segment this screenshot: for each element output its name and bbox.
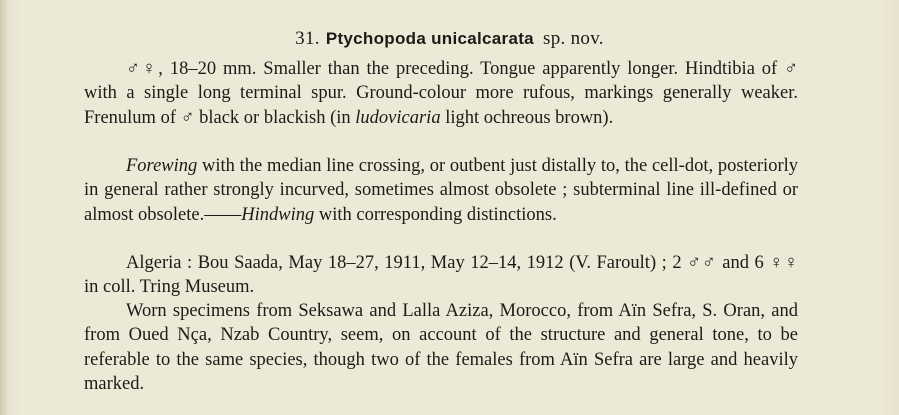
locality-paragraph bbox=[84, 251, 798, 300]
page-gutter bbox=[0, 0, 7, 415]
species-name: Ptychopoda unicalcarata bbox=[325, 29, 534, 48]
forewing-label: Forewing bbox=[126, 156, 198, 176]
description-text-end: light ochreous brown). bbox=[440, 107, 614, 128]
locality-text: Algeria : Bou Saada, May 18–27, 1911, May 12–14, 1912 (V. Faroult) ; 2 ♂♂ and 6 ♀♀ in coll. Tring Museum. bbox=[84, 253, 798, 298]
hindwing-text: with corresponding distinctions. bbox=[314, 204, 557, 225]
species-heading bbox=[0, 28, 899, 50]
forewing-text: with the median line crossing, or outbent just distally to, the cell-dot, posteriorly in general rather strongly incurved, sometimes almost obsolete ; subterminal line ill-defined or almost obsolete.—— bbox=[84, 156, 798, 225]
notes-paragraph bbox=[84, 299, 798, 396]
wing-paragraph bbox=[84, 154, 798, 227]
species-status: sp. nov. bbox=[543, 28, 604, 49]
hindwing-label: Hindwing bbox=[241, 204, 315, 225]
species-number: 31. bbox=[295, 28, 320, 49]
description-paragraph bbox=[84, 57, 798, 130]
species-reference: ludovicaria bbox=[355, 107, 441, 128]
notes-text: Worn specimens from Seksawa and Lalla Aziza, Morocco, from Aïn Sefra, S. Oran, and from Oued Nçа, Nzab Country, seem, on account of the structure and general tone, to be referable to the same species, though two of the females from Aïn Sefra are large and heavily marked. bbox=[84, 301, 798, 394]
description-text: ♂♀, 18–20 mm. Smaller than the preceding. Tongue apparently longer. Hindtibia of ♂ with a single long terminal spur. Ground-colour more rufous, markings generally weaker. Frenulum of ♂ black or blackish (in bbox=[84, 59, 798, 128]
